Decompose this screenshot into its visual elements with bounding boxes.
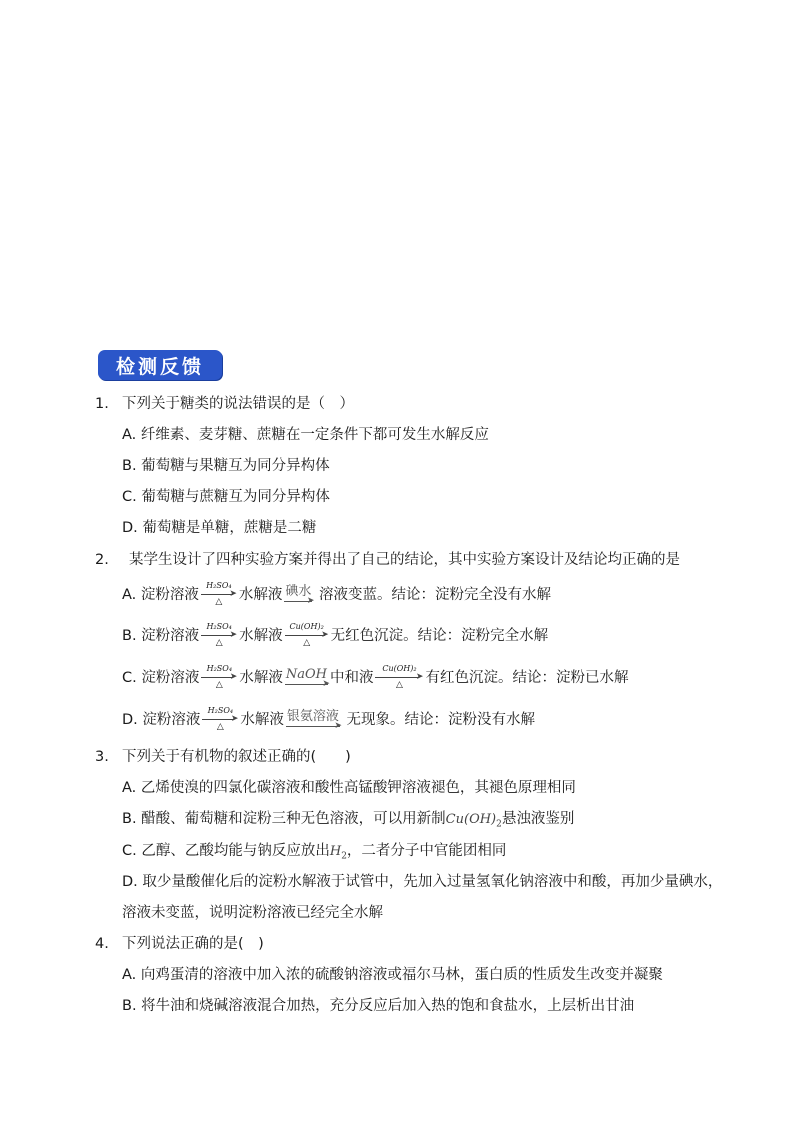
reagent-label: NaOH: [285, 667, 327, 682]
q2-option-d: [122, 706, 535, 734]
arrow-top-label: Cu(OH)₂: [289, 622, 324, 631]
q3-number: 3.: [95, 749, 109, 765]
reaction-arrow: H₂SO₄ ➤ △: [201, 581, 237, 609]
reaction-arrow: H₂SO₄ ➤ △: [201, 664, 237, 692]
q4-stem: 下列说法正确的是( ): [122, 936, 264, 952]
arrow-bottom-label: △: [396, 680, 403, 690]
conclusion: 溶液变蓝。结论：淀粉完全没有水解: [319, 587, 552, 603]
q3-option-b: [122, 810, 574, 834]
formula-subscript: 2: [341, 851, 347, 862]
formula-base: H: [329, 844, 342, 859]
formula-cuoh2: [445, 812, 502, 830]
option-text: B. 醋酸、葡萄糖和淀粉三种无色溶液，可以用新制: [122, 811, 446, 827]
section-title-badge: 检测反馈: [98, 350, 222, 380]
q1-option-a: A. 纤维素、麦芽糖、蔗糖在一定条件下都可发生水解反应: [122, 427, 489, 443]
q2-option-a: [122, 581, 551, 609]
q1-stem: 下列关于糖类的说法错误的是（ ）: [122, 396, 354, 412]
conclusion: 有红色沉淀。结论：淀粉已水解: [425, 670, 629, 686]
q4-option-a: A. 向鸡蛋清的溶液中加入浓的硫酸钠溶液或福尔马林，蛋白质的性质发生改变并凝聚: [122, 967, 663, 983]
q4-option-b: B. 将牛油和烧碱溶液混合加热，充分反应后加入热的饱和食盐水，上层析出甘油: [122, 998, 635, 1014]
q3-option-c: [122, 842, 506, 866]
reagent-label: 银氨溶液: [286, 709, 339, 724]
conclusion: 无现象。结论：淀粉没有水解: [346, 712, 536, 728]
conclusion: 无红色沉淀。结论：淀粉完全水解: [330, 628, 549, 644]
reactant: 淀粉溶液: [141, 670, 200, 686]
reagent-arrow: 碘水 ➤: [285, 584, 315, 606]
q2-stem: 某学生设计了四种实验方案并得出了自己的结论，其中实验方案设计及结论均正确的是: [129, 552, 680, 568]
q3-option-a: A. 乙烯使溴的四氯化碳溶液和酸性高锰酸钾溶液褪色，其褪色原理相同: [122, 780, 576, 796]
intermediate: 水解液: [239, 670, 283, 686]
intermediate: 中和液: [329, 670, 374, 686]
formula-h2: [329, 844, 347, 862]
q1-option-c: C. 葡萄糖与蔗糖互为同分异构体: [122, 489, 330, 505]
q4-number: 4.: [95, 936, 109, 952]
q1-number: 1.: [95, 396, 109, 412]
arrow-top-label: H₂SO₄: [206, 581, 232, 590]
intermediate: 水解液: [240, 712, 284, 728]
q1-option-b: B. 葡萄糖与果糖互为同分异构体: [122, 458, 330, 474]
arrow-top-label: H₂SO₄: [206, 622, 232, 631]
arrow-top-label: H₂SO₄: [207, 706, 234, 715]
reactant: 淀粉溶液: [140, 587, 199, 603]
arrow-top-label: Cu(OH)₂: [382, 664, 417, 673]
reaction-arrow: H₂SO₄ ➤ △: [202, 706, 238, 734]
reactant: 淀粉溶液: [142, 712, 201, 728]
reaction-arrow: Cu(OH)₂ ➤ △: [375, 664, 423, 692]
option-text: 悬浊液鉴别: [501, 811, 575, 827]
option-text: C. 乙醇、乙酸均能与钠反应放出: [122, 843, 330, 859]
option-label: C.: [122, 670, 137, 686]
q3-stem: 下列关于有机物的叙述正确的( ): [122, 749, 351, 765]
option-label: D.: [122, 712, 138, 728]
reactant: 淀粉溶液: [141, 628, 200, 644]
q2-option-c: [122, 664, 628, 692]
reagent-arrow: NaOH ➤: [285, 667, 330, 689]
arrow-top-label: H₂SO₄: [206, 664, 233, 673]
reaction-arrow: Cu(OH)₂ ➤ △: [285, 622, 329, 650]
formula-base: Cu(OH): [445, 812, 497, 827]
arrow-bottom-label: △: [303, 638, 311, 648]
formula-subscript: 2: [496, 819, 502, 830]
arrow-bottom-label: △: [215, 597, 223, 607]
intermediate: 水解液: [239, 628, 283, 644]
option-label: B.: [122, 628, 137, 644]
arrow-bottom-label: △: [216, 722, 224, 732]
arrow-bottom-label: △: [215, 638, 223, 648]
q3-option-d-line2: 溶液未变蓝，说明淀粉溶液已经完全水解: [122, 905, 383, 921]
arrow-bottom-label: △: [215, 680, 223, 690]
reagent-label: 碘水: [285, 584, 312, 599]
q3-option-d-line1: D. 取少量酸催化后的淀粉水解液于试管中，先加入过量氢氧化钠溶液中和酸，再加少量碘水，: [122, 874, 723, 890]
reaction-arrow: H₂SO₄ ➤ △: [201, 622, 237, 650]
option-label: A.: [122, 587, 137, 603]
q2-number: 2.: [95, 552, 109, 568]
q2-option-b: [122, 622, 548, 650]
reagent-arrow: 银氨溶液 ➤: [286, 709, 342, 731]
intermediate: 水解液: [238, 587, 283, 603]
q1-option-d: D. 葡萄糖是单糖，蔗糖是二糖: [122, 520, 317, 536]
option-text: ，二者分子中官能团相同: [346, 843, 507, 859]
